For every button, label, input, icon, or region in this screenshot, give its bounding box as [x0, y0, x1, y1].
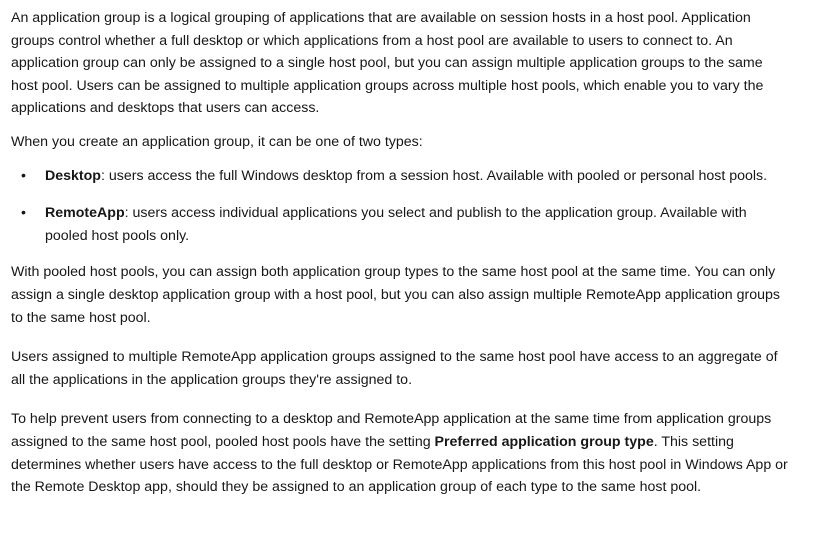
aggregate-paragraph: Users assigned to multiple RemoteApp application groups assigned to the same host pool have access to an aggregate of all the applications in the application groups they're assigned to. — [11, 349, 778, 388]
desktop-description: : users access the full Windows desktop from a session host. Available with pooled or personal host pools. — [100, 167, 768, 184]
pooled-host-pools-paragraph: With pooled host pools, you can assign both application group types to the same host pool at the same time. You can only assign a single desktop application group with a host pool, but you can also assign multiple RemoteApp application groups to the same host pool. — [11, 264, 780, 326]
preferred-type-text-after: . This setting determines whether users have access to the full desktop or RemoteApp applications from this host pool in Windows App or the Remote Desktop app, should they be assigned to an application group of each type to the same host pool. — [11, 433, 788, 496]
list-item-desktop — [21, 165, 791, 188]
remoteapp-description: : users access individual applications you select and publish to the application group. Available with pooled host pools only. — [45, 205, 747, 244]
preferred-type-setting-name: Preferred application group type — [434, 433, 654, 450]
preferred-type-text-before: To help prevent users from connecting to a desktop and RemoteApp application at the same time from application groups assigned to the same host pool, pooled host pools have the setting — [11, 411, 772, 450]
intro-paragraph: An application group is a logical grouping of applications that are available on session hosts in a host pool. Application groups control whether a full desktop or which applications from a host pool are available to users to connect to. An application group can only be assigned to a single host pool, but you can assign multiple application groups to the same host pool. Users can be assigned to multiple application groups across multiple host pools, which enable you to vary the applications and desktops that users can access. — [11, 10, 764, 117]
preferred-type-paragraph — [11, 408, 791, 498]
desktop-term: Desktop — [45, 167, 101, 184]
list-item-remoteapp — [21, 202, 791, 247]
application-group-types-list — [11, 165, 791, 248]
bullet-icon: • — [21, 205, 26, 222]
types-intro-paragraph: When you create an application group, it can be one of two types: — [11, 133, 423, 150]
bullet-icon: • — [21, 167, 26, 184]
remoteapp-term: RemoteApp — [45, 205, 125, 222]
